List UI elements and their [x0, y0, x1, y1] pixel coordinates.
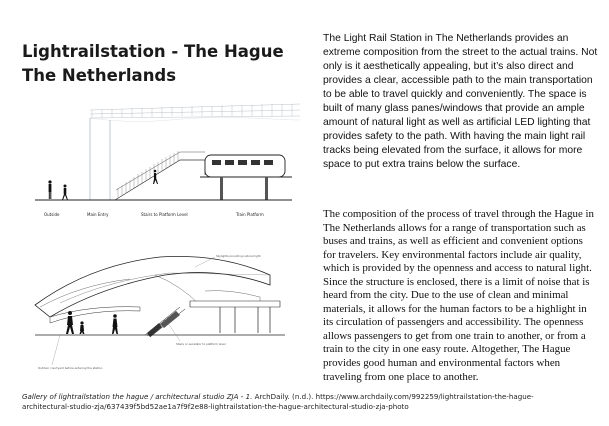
- paragraph-1-text: The Light Rail Station in The Netherlands provides an extreme composition from the street to the actual trains. Not only is it aesthetically appealing, but it’s also direct and provides a clear, accessible path to the main transportation to be able to travel quickly and conveniently. The space is built of many glass panes/windows that provide an ample amount of natural light as well as artificial LED lighting that provides safety to the path. With having the main light rail tracks being elevated from the surface, it allows for more space to put extra trains below the surface.: [323, 33, 598, 171]
- page-title: [22, 40, 302, 88]
- citation-caption: [22, 392, 592, 412]
- title-line-1: Lightrailstation - The Hague: [22, 42, 284, 61]
- perspective-drawing-svg: [30, 245, 300, 385]
- label-train-platform: Train Platform: [236, 212, 264, 217]
- caption-source: ArchDaily. (n.d.). https://www.archdaily.com/992259/lightrailstation-the-hague-: [252, 392, 534, 401]
- perspective-drawing: [30, 245, 300, 385]
- note-skylights: Skylights providing natural light: [216, 254, 261, 258]
- label-stairs: Stairs to Platform Level: [141, 212, 188, 217]
- note-stairs-escalator: Stairs or escalator to platform level: [176, 342, 226, 346]
- label-outside: Outside: [44, 212, 60, 217]
- section-drawing-svg: [30, 100, 300, 225]
- caption-italic-title: Gallery of lightrailstation the hague / architectural studio ZJA - 1.: [22, 392, 253, 401]
- description-paragraph-2: [323, 208, 598, 384]
- label-main-entry: Main Entry: [87, 212, 109, 217]
- section-drawing: [30, 100, 300, 225]
- note-outdoor-courtyard: Outdoor courtyard before entering the station: [38, 366, 103, 370]
- caption-line-1: [22, 392, 592, 402]
- description-paragraph-1: [323, 32, 598, 172]
- title-line-2: The Netherlands: [22, 66, 177, 85]
- paragraph-2-text: The composition of the process of travel through the Hague in The Netherlands allows for a range of transportation such as buses and trains, as well as efficient and convenient options for travelers. Key environmental factors include air quality, which is provided by the openness and access to natural light. Since the structure is enclosed, there is a limit of noise that is heard from the city. Due to the use of clean and minimal materials, it allows for the human factors to be a highlight in its circulation of passengers and accessibility. The openness allows passengers to get from one train to another, or from a train to the city in one easy route. Altogether, The Hague provides good human and environmental factors when traveling from one place to another.: [323, 208, 594, 383]
- caption-line-2: architectural-studio-zja/637439f5bd52ae1a7f9f2e88-lightrailstation-the-hague-architectural-studio-zja-photo: [22, 402, 409, 411]
